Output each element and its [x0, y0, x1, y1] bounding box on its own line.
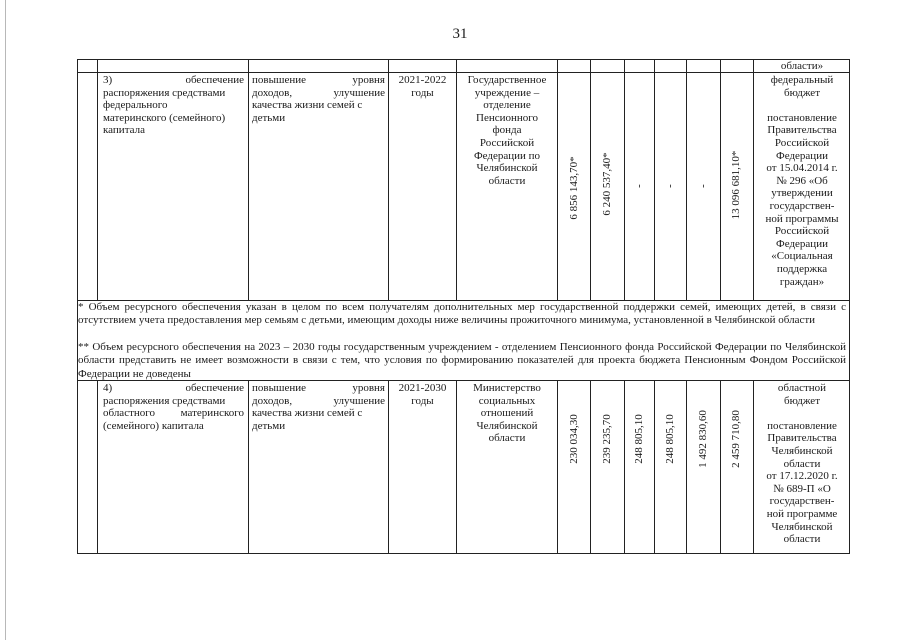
- row3-executor-line: отделение: [483, 99, 531, 112]
- row3-description-line: 3) обеспечение: [103, 74, 244, 86]
- row3-source-line: федеральный: [770, 74, 834, 86]
- grid-hline: [77, 72, 850, 73]
- row4-period-line: 2021-2030: [398, 382, 447, 394]
- row4-source-line: Челябинской: [771, 444, 833, 457]
- grid-vline: [77, 59, 78, 300]
- row3-goal-line: детьми: [252, 111, 286, 124]
- grid-vline: [248, 380, 249, 553]
- row3-executor-line: Федерации по: [473, 149, 541, 162]
- row3-source-line: Правительства: [767, 124, 837, 137]
- row3-description: [103, 74, 244, 137]
- row4-source-line: области: [783, 533, 821, 546]
- footnote-double-asterisk: ** Объем ресурсного обеспечения на 2023 – 2030 годы государственным учреждением - отделением Пенсионного фонда Российской Федерации по Челябинской области представить не имеет возможности в связи с тем, что условия по формированию показателей для проекта бюджета Пенсионным Фондом Российской Федерации не доведены: [78, 341, 846, 380]
- row4-period: [389, 382, 456, 407]
- top-fragment-source: области»: [780, 60, 824, 72]
- row3-amount-2022: 6 240 537,40*: [601, 152, 613, 216]
- row3-source-line: Федерации: [776, 237, 828, 250]
- row4-description-line: (семейного) капитала: [103, 419, 204, 432]
- row3-executor-line: Государственное: [467, 74, 547, 86]
- grid-vline: [849, 380, 850, 553]
- row3-goal-line: качества жизни семей с: [252, 99, 363, 112]
- row3-goal-line: доходов, улучшение: [252, 86, 385, 99]
- row4-amount-2025: 1 492 830,60: [697, 410, 709, 468]
- row4-goal-line: повышение уровня: [252, 382, 385, 394]
- row3-source-line: от 15.04.2014 г.: [766, 162, 838, 175]
- row4-source-line: № 689-П «О: [773, 482, 831, 495]
- row4-amount-2024: 248 805,10: [664, 414, 676, 464]
- grid-vline: [849, 300, 850, 380]
- row3-executor-line: Пенсионного: [476, 111, 538, 124]
- row4-description: [103, 382, 244, 432]
- grid-hline: [77, 59, 850, 60]
- grid-vline: [624, 59, 625, 300]
- row3-description-line: капитала: [103, 124, 145, 137]
- row3-source-line: поддержка: [776, 262, 828, 275]
- row3-amount-2021: 6 856 143,70*: [568, 156, 580, 220]
- grid-vline: [654, 59, 655, 300]
- row3-source-line: «Социальная: [771, 250, 833, 263]
- row3-source-line: [755, 99, 849, 112]
- row4-description-line: областного материнского: [103, 407, 244, 420]
- row3-goal-line: повышение уровня: [252, 74, 385, 86]
- grid-vline: [654, 380, 655, 553]
- page-number: 31: [452, 26, 468, 42]
- row3-source-line: граждан»: [779, 275, 825, 288]
- grid-vline: [248, 59, 249, 300]
- row4-amount-2021: 230 034,30: [568, 414, 580, 464]
- grid-vline: [97, 380, 98, 553]
- row4-source-line: области: [783, 457, 821, 470]
- row4-period-line: годы: [411, 394, 434, 407]
- row3-source-line: утверждении: [771, 187, 833, 200]
- grid-vline: [590, 380, 591, 553]
- row4-source-line: ной программе: [766, 507, 838, 520]
- row4-source-line: постановление: [767, 419, 837, 432]
- grid-vline: [753, 380, 754, 553]
- row3-amount-total: 13 096 681,10*: [730, 150, 742, 220]
- row3-source-line: Федерации: [776, 149, 828, 162]
- grid-vline: [557, 380, 558, 553]
- grid-vline: [624, 380, 625, 553]
- row3-description-line: материнского (семейного): [103, 111, 226, 124]
- row4-executor-line: Министерство: [473, 382, 541, 394]
- row4-goal-line: детьми: [252, 419, 286, 432]
- row4-description-line: 4) обеспечение: [103, 382, 244, 394]
- row3-goal: [252, 74, 385, 124]
- row4-source: [755, 382, 849, 546]
- row3-period: [389, 74, 456, 99]
- row3-source-line: бюджет: [784, 86, 820, 99]
- row4-source-line: областной: [777, 382, 827, 394]
- row3-executor-line: Российской: [479, 136, 535, 149]
- row3-source-line: № 296 «Об: [776, 174, 828, 187]
- grid-vline: [590, 59, 591, 300]
- row4-goal-line: качества жизни семей с: [252, 407, 363, 420]
- grid-vline: [77, 380, 78, 553]
- row4-source-line: от 17.12.2020 г.: [766, 470, 838, 483]
- row3-amount-2023: -: [633, 184, 645, 188]
- grid-vline: [720, 380, 721, 553]
- row3-executor-line: учреждение –: [474, 86, 540, 99]
- row3-source-line: ной программы: [765, 212, 839, 225]
- row4-source-line: Правительства: [767, 432, 837, 445]
- row3-source-line: Российской: [774, 225, 830, 238]
- row3-period-line: 2021-2022: [398, 74, 447, 86]
- row4-amount-2022: 239 235,70: [601, 414, 613, 464]
- row4-source-line: бюджет: [784, 394, 820, 407]
- row4-executor: [457, 382, 557, 445]
- grid-vline: [97, 59, 98, 300]
- row3-executor: [457, 74, 557, 187]
- grid-vline: [753, 59, 754, 300]
- row3-executor-line: фонда: [492, 124, 522, 137]
- row4-goal: [252, 382, 385, 432]
- row3-executor-line: Челябинской: [476, 162, 538, 175]
- row4-source-line: государствен-: [769, 495, 835, 508]
- row3-source-line: постановление: [767, 111, 837, 124]
- row4-goal-line: доходов, улучшение: [252, 394, 385, 407]
- row4-source-line: Челябинской: [771, 520, 833, 533]
- footnote-single-asterisk: * Объем ресурсного обеспечения указан в целом по всем получателям дополнительных мер государственной поддержки семей, имеющих детей, в связи с отсутствием учета предоставления мер семьям с детьми, имеющим доходы ниже величины прожиточного минимума, установленной в Челябинской области: [78, 301, 846, 327]
- row4-executor-line: отношений: [480, 407, 534, 420]
- row3-amount-2024: -: [664, 184, 676, 188]
- row4-executor-line: области: [488, 432, 526, 445]
- row4-source-line: [755, 407, 849, 420]
- grid-vline: [686, 380, 687, 553]
- row3-description-line: федерального: [103, 99, 168, 112]
- row3-executor-line: области: [488, 174, 526, 187]
- row3-source-line: государствен-: [769, 199, 835, 212]
- row4-executor-line: Челябинской: [476, 419, 538, 432]
- grid-vline: [849, 59, 850, 300]
- grid-hline: [77, 553, 850, 554]
- row3-source: [755, 74, 849, 288]
- row4-description-line: распоряжения средствами: [103, 394, 226, 407]
- grid-vline: [686, 59, 687, 300]
- row3-period-line: годы: [411, 86, 434, 99]
- row3-amount-2025: -: [697, 184, 709, 188]
- row3-source-line: Российской: [774, 136, 830, 149]
- grid-vline: [720, 59, 721, 300]
- row4-amount-2023: 248 805,10: [633, 414, 645, 464]
- grid-vline: [557, 59, 558, 300]
- row4-amount-total: 2 459 710,80: [730, 410, 742, 468]
- row3-description-line: распоряжения средствами: [103, 86, 226, 99]
- row4-executor-line: социальных: [478, 394, 536, 407]
